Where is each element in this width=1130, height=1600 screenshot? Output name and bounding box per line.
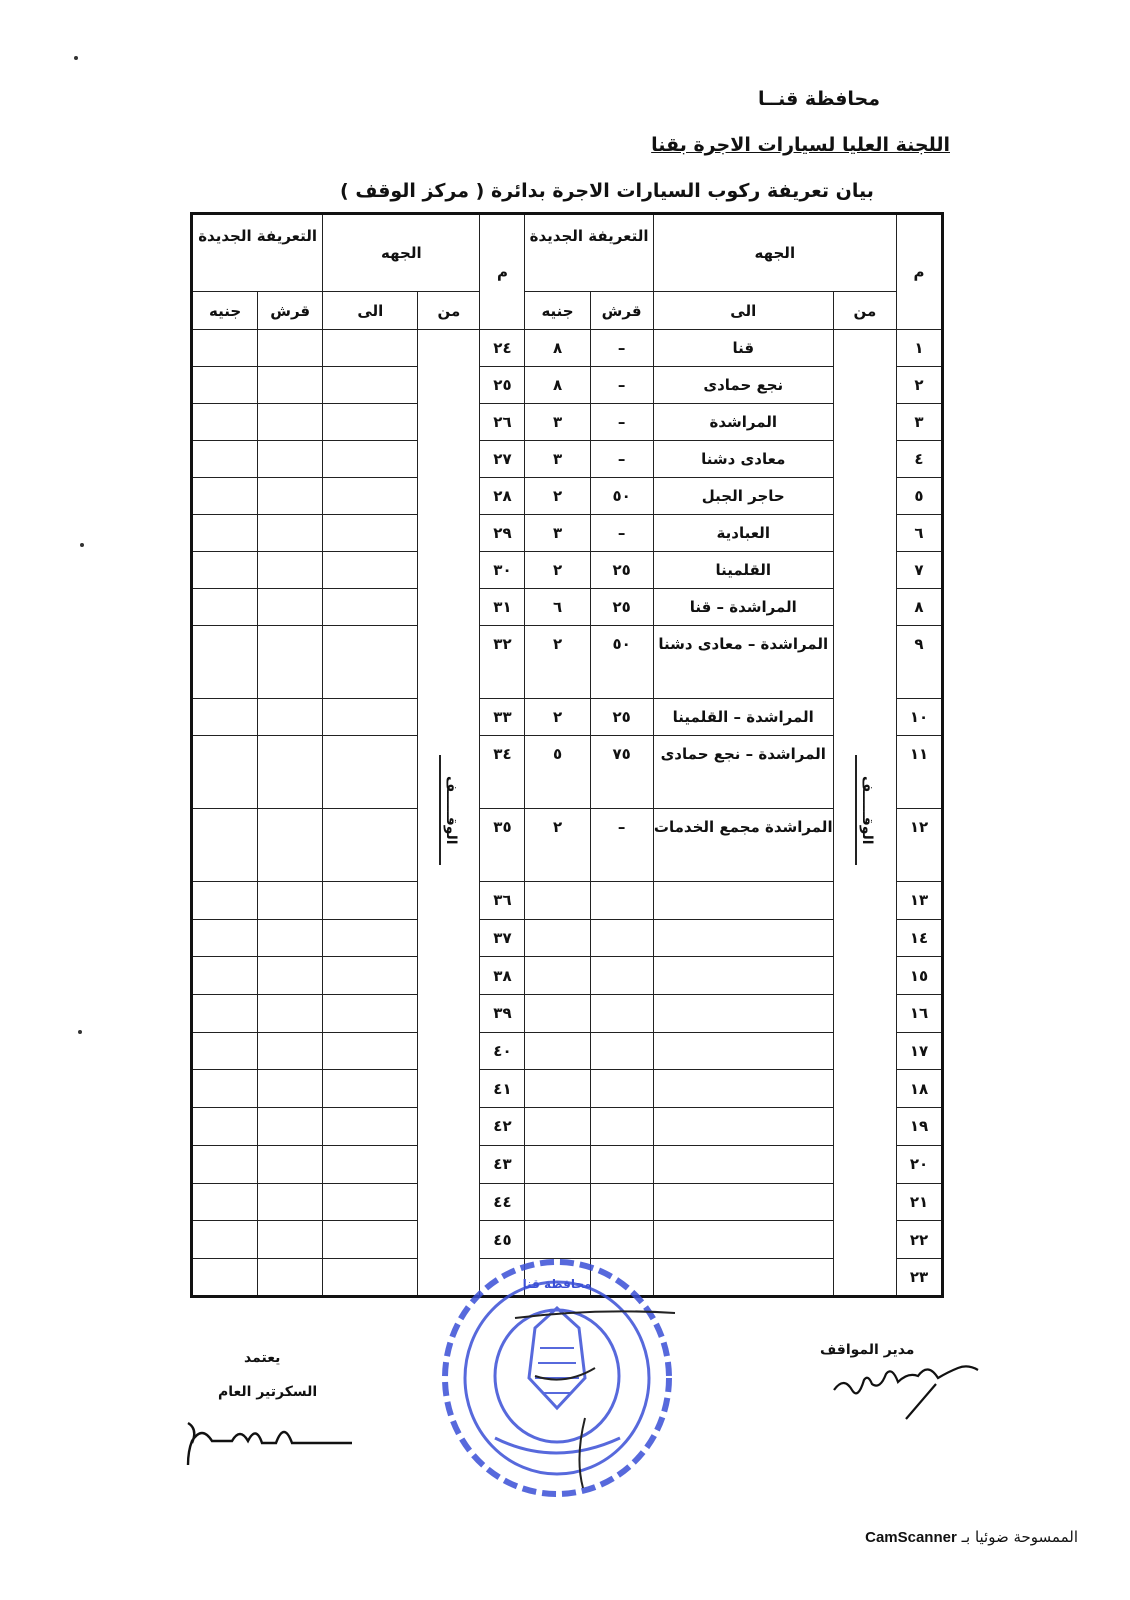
destination: نجع حمادى bbox=[653, 367, 833, 404]
destination-2 bbox=[323, 626, 418, 699]
row-index: ٤ bbox=[896, 441, 942, 478]
destination: القلمينا bbox=[653, 552, 833, 589]
destination-2 bbox=[323, 589, 418, 626]
fare-piasters: ٢٥ bbox=[590, 699, 653, 736]
fare-pounds: ٢ bbox=[525, 699, 590, 736]
destination bbox=[653, 1108, 833, 1146]
fare-pounds bbox=[525, 1221, 590, 1259]
fare-piasters-2 bbox=[258, 1145, 323, 1183]
table-row bbox=[192, 1108, 943, 1146]
table-row bbox=[192, 1070, 943, 1108]
row-index: ١٠ bbox=[896, 699, 942, 736]
destination-2 bbox=[323, 1032, 418, 1070]
scan-speck bbox=[78, 1030, 82, 1034]
row-index: ١٢ bbox=[896, 809, 942, 882]
row-index-2: ٤٢ bbox=[480, 1108, 525, 1146]
row-index: ٢١ bbox=[896, 1183, 942, 1221]
header-from: من bbox=[833, 292, 896, 330]
header-new-fare: التعريفة الجديدة bbox=[525, 214, 653, 292]
fare-pounds: ٢ bbox=[525, 478, 590, 515]
destination bbox=[653, 995, 833, 1033]
destination-2 bbox=[323, 1183, 418, 1221]
destination bbox=[653, 1032, 833, 1070]
fare-piasters: ٧٥ bbox=[590, 736, 653, 809]
row-index-2: ٣٤ bbox=[480, 736, 525, 809]
fare-piasters: – bbox=[590, 330, 653, 367]
fare-piasters-2 bbox=[258, 699, 323, 736]
fare-pounds: ٢ bbox=[525, 809, 590, 882]
left-signatory-title: السكرتير العام bbox=[218, 1384, 318, 1400]
header-pounds: جنيه bbox=[525, 292, 590, 330]
destination-2 bbox=[323, 367, 418, 404]
title-prefix: بيان تعريفة ركوب السيارات الاجرة بدائرة ( bbox=[475, 180, 874, 202]
table-row bbox=[192, 919, 943, 957]
destination-2 bbox=[323, 478, 418, 515]
destination-2 bbox=[323, 1221, 418, 1259]
table-row bbox=[192, 736, 943, 809]
row-index: ٢٠ bbox=[896, 1145, 942, 1183]
fare-pounds-2 bbox=[192, 515, 258, 552]
fare-pounds-2 bbox=[192, 1258, 258, 1296]
fare-pounds: ٦ bbox=[525, 589, 590, 626]
fare-pounds bbox=[525, 1145, 590, 1183]
fare-piasters: – bbox=[590, 404, 653, 441]
fare-piasters: – bbox=[590, 809, 653, 882]
destination: المراشدة – نجع حمادى bbox=[653, 736, 833, 809]
row-index: ١٦ bbox=[896, 995, 942, 1033]
row-index-2: ٣١ bbox=[480, 589, 525, 626]
fare-pounds-2 bbox=[192, 1108, 258, 1146]
fare-piasters: ٢٥ bbox=[590, 589, 653, 626]
destination-2 bbox=[323, 882, 418, 920]
fare-pounds-2 bbox=[192, 1070, 258, 1108]
fare-piasters: ٢٥ bbox=[590, 552, 653, 589]
fare-pounds bbox=[525, 919, 590, 957]
table-row bbox=[192, 699, 943, 736]
row-index-2: ٢٧ bbox=[480, 441, 525, 478]
row-index-2: ٢٥ bbox=[480, 367, 525, 404]
header-from-2: من bbox=[418, 292, 480, 330]
fare-pounds: ٣ bbox=[525, 515, 590, 552]
fare-pounds: ٣ bbox=[525, 404, 590, 441]
fare-piasters-2 bbox=[258, 478, 323, 515]
destination: المراشدة – قنا bbox=[653, 589, 833, 626]
fare-pounds bbox=[525, 1032, 590, 1070]
row-index-2: ٣٣ bbox=[480, 699, 525, 736]
fare-piasters bbox=[590, 1183, 653, 1221]
fare-pounds-2 bbox=[192, 1145, 258, 1183]
row-index-2: ٢٩ bbox=[480, 515, 525, 552]
destination-2 bbox=[323, 957, 418, 995]
fare-piasters-2 bbox=[258, 1258, 323, 1296]
row-index-2: ٢٨ bbox=[480, 478, 525, 515]
fare-piasters: ٥٠ bbox=[590, 478, 653, 515]
footer-prefix: الممسوحة ضوئيا بـ bbox=[961, 1528, 1078, 1546]
fare-piasters bbox=[590, 957, 653, 995]
row-index-2: ٤١ bbox=[480, 1070, 525, 1108]
fare-piasters-2 bbox=[258, 1070, 323, 1108]
from-label-2: الوقـــــف bbox=[439, 755, 459, 865]
fare-pounds-2 bbox=[192, 809, 258, 882]
destination-2 bbox=[323, 1108, 418, 1146]
fare-pounds-2 bbox=[192, 330, 258, 367]
row-index-2: ٣٢ bbox=[480, 626, 525, 699]
table-row bbox=[192, 957, 943, 995]
fare-piasters-2 bbox=[258, 882, 323, 920]
footer-brand: CamScanner bbox=[865, 1529, 957, 1546]
fare-pounds bbox=[525, 995, 590, 1033]
row-index: ١١ bbox=[896, 736, 942, 809]
row-index: ٣ bbox=[896, 404, 942, 441]
header-piasters-2: قرش bbox=[258, 292, 323, 330]
fare-pounds: ٨ bbox=[525, 330, 590, 367]
table-row bbox=[192, 626, 943, 699]
fare-pounds-2 bbox=[192, 736, 258, 809]
fare-piasters-2 bbox=[258, 404, 323, 441]
destination: المراشدة – معادى دشنا bbox=[653, 626, 833, 699]
table-row bbox=[192, 441, 943, 478]
fare-pounds-2 bbox=[192, 919, 258, 957]
from-cell-2 bbox=[418, 330, 480, 1297]
destination-2 bbox=[323, 995, 418, 1033]
fare-piasters bbox=[590, 1032, 653, 1070]
fare-pounds-2 bbox=[192, 1221, 258, 1259]
fare-piasters-2 bbox=[258, 957, 323, 995]
right-signature bbox=[826, 1362, 986, 1422]
destination bbox=[653, 1070, 833, 1108]
fare-piasters-2 bbox=[258, 515, 323, 552]
destination: العبادية bbox=[653, 515, 833, 552]
fare-piasters-2 bbox=[258, 441, 323, 478]
fare-piasters-2 bbox=[258, 626, 323, 699]
row-index-2: ٢٦ bbox=[480, 404, 525, 441]
header-direction: الجهه bbox=[653, 214, 896, 292]
destination bbox=[653, 1221, 833, 1259]
fare-pounds-2 bbox=[192, 367, 258, 404]
header-index: م bbox=[896, 214, 942, 330]
governorate-heading: محافظة قنــا bbox=[758, 88, 880, 110]
fare-piasters-2 bbox=[258, 995, 323, 1033]
row-index-2: ٣٧ bbox=[480, 919, 525, 957]
fare-piasters bbox=[590, 1221, 653, 1259]
header-direction-2: الجهه bbox=[323, 214, 480, 292]
table-row bbox=[192, 478, 943, 515]
destination: المراشدة – القلمينا bbox=[653, 699, 833, 736]
right-signatory-title: مدير المواقف bbox=[820, 1342, 915, 1358]
destination: المراشدة bbox=[653, 404, 833, 441]
row-index: ٢٢ bbox=[896, 1221, 942, 1259]
fare-pounds: ٥ bbox=[525, 736, 590, 809]
row-index-2: ٣٠ bbox=[480, 552, 525, 589]
fare-piasters: ٥٠ bbox=[590, 626, 653, 699]
row-index: ٩ bbox=[896, 626, 942, 699]
table-row bbox=[192, 1145, 943, 1183]
fare-pounds-2 bbox=[192, 626, 258, 699]
row-index-2: ٢٤ bbox=[480, 330, 525, 367]
fare-pounds-2 bbox=[192, 882, 258, 920]
fare-piasters-2 bbox=[258, 1032, 323, 1070]
row-index: ٦ bbox=[896, 515, 942, 552]
destination-2 bbox=[323, 441, 418, 478]
table-row bbox=[192, 882, 943, 920]
from-cell bbox=[833, 330, 896, 1297]
row-index: ١٨ bbox=[896, 1070, 942, 1108]
fare-piasters bbox=[590, 919, 653, 957]
title-suffix: ) bbox=[340, 180, 349, 202]
table-row bbox=[192, 330, 943, 367]
scanner-footer bbox=[865, 1528, 1078, 1546]
left-signature bbox=[180, 1405, 360, 1465]
table-row bbox=[192, 809, 943, 882]
fare-piasters bbox=[590, 1108, 653, 1146]
destination-2 bbox=[323, 736, 418, 809]
fare-pounds bbox=[525, 1183, 590, 1221]
fare-pounds-2 bbox=[192, 404, 258, 441]
fare-pounds-2 bbox=[192, 1183, 258, 1221]
fare-pounds: ٢ bbox=[525, 626, 590, 699]
row-index: ١٣ bbox=[896, 882, 942, 920]
table-row bbox=[192, 515, 943, 552]
fare-pounds-2 bbox=[192, 589, 258, 626]
row-index-2: ٣٥ bbox=[480, 809, 525, 882]
fare-pounds-2 bbox=[192, 1032, 258, 1070]
table-row bbox=[192, 552, 943, 589]
header-to-2: الى bbox=[323, 292, 418, 330]
destination-2 bbox=[323, 1145, 418, 1183]
fare-pounds bbox=[525, 1070, 590, 1108]
fare-piasters: – bbox=[590, 441, 653, 478]
destination-2 bbox=[323, 919, 418, 957]
fare-pounds-2 bbox=[192, 478, 258, 515]
row-index: ١ bbox=[896, 330, 942, 367]
scan-speck bbox=[74, 56, 78, 60]
destination-2 bbox=[323, 404, 418, 441]
from-label: الوقـــــف bbox=[855, 755, 875, 865]
row-index-2: ٤٤ bbox=[480, 1183, 525, 1221]
row-index: ١٩ bbox=[896, 1108, 942, 1146]
fare-piasters-2 bbox=[258, 552, 323, 589]
fare-pounds: ٢ bbox=[525, 552, 590, 589]
fare-piasters bbox=[590, 1070, 653, 1108]
destination: معادى دشنا bbox=[653, 441, 833, 478]
row-index-2: ٣٨ bbox=[480, 957, 525, 995]
destination-2 bbox=[323, 330, 418, 367]
fare-pounds-2 bbox=[192, 995, 258, 1033]
destination: المراشدة مجمع الخدمات bbox=[653, 809, 833, 882]
row-index: ١٤ bbox=[896, 919, 942, 957]
fare-piasters-2 bbox=[258, 589, 323, 626]
header-pounds-2: جنيه bbox=[192, 292, 258, 330]
table-row bbox=[192, 1032, 943, 1070]
table-row bbox=[192, 367, 943, 404]
row-index: ٥ bbox=[896, 478, 942, 515]
destination-2 bbox=[323, 809, 418, 882]
table-row bbox=[192, 404, 943, 441]
fare-pounds-2 bbox=[192, 957, 258, 995]
destination bbox=[653, 957, 833, 995]
destination bbox=[653, 882, 833, 920]
official-stamp bbox=[435, 1258, 685, 1498]
document-title bbox=[340, 180, 874, 202]
fare-piasters bbox=[590, 882, 653, 920]
fare-piasters-2 bbox=[258, 330, 323, 367]
scan-speck bbox=[80, 543, 84, 547]
header-new-fare-2: التعريفة الجديدة bbox=[192, 214, 323, 292]
fare-pounds-2 bbox=[192, 441, 258, 478]
committee-heading: اللجنة العليا لسيارات الاجرة بقنا bbox=[651, 134, 950, 156]
destination bbox=[653, 1145, 833, 1183]
row-index: ٧ bbox=[896, 552, 942, 589]
header-piasters: قرش bbox=[590, 292, 653, 330]
fare-pounds bbox=[525, 1108, 590, 1146]
destination bbox=[653, 1183, 833, 1221]
row-index-2: ٣٩ bbox=[480, 995, 525, 1033]
destination-2 bbox=[323, 552, 418, 589]
fare-pounds-2 bbox=[192, 699, 258, 736]
fare-piasters-2 bbox=[258, 919, 323, 957]
row-index: ١٧ bbox=[896, 1032, 942, 1070]
fare-pounds-2 bbox=[192, 552, 258, 589]
approve-label: يعتمد bbox=[244, 1350, 281, 1366]
fare-pounds: ٣ bbox=[525, 441, 590, 478]
table-row bbox=[192, 589, 943, 626]
fare-piasters-2 bbox=[258, 1183, 323, 1221]
fare-piasters-2 bbox=[258, 1108, 323, 1146]
row-index: ٢ bbox=[896, 367, 942, 404]
fare-piasters bbox=[590, 995, 653, 1033]
fare-piasters: – bbox=[590, 367, 653, 404]
destination bbox=[653, 919, 833, 957]
fare-pounds bbox=[525, 882, 590, 920]
table-row bbox=[192, 1183, 943, 1221]
destination-2 bbox=[323, 1070, 418, 1108]
fare-piasters-2 bbox=[258, 367, 323, 404]
header-index-2: م bbox=[480, 214, 525, 330]
row-index-2: ٣٦ bbox=[480, 882, 525, 920]
destination-2 bbox=[323, 515, 418, 552]
header-to: الى bbox=[653, 292, 833, 330]
destination-2 bbox=[323, 699, 418, 736]
fare-piasters-2 bbox=[258, 1221, 323, 1259]
row-index-2: ٤٣ bbox=[480, 1145, 525, 1183]
fare-pounds: ٨ bbox=[525, 367, 590, 404]
row-index-2: ٤٥ bbox=[480, 1221, 525, 1259]
title-center: مركز الوقف bbox=[355, 180, 470, 202]
destination: قنا bbox=[653, 330, 833, 367]
stamp-text: محافظة قنا bbox=[522, 1277, 592, 1291]
table-row bbox=[192, 1221, 943, 1259]
row-index: ٨ bbox=[896, 589, 942, 626]
fare-piasters: – bbox=[590, 515, 653, 552]
fare-piasters-2 bbox=[258, 809, 323, 882]
fare-table bbox=[190, 212, 944, 1298]
table-row bbox=[192, 995, 943, 1033]
fare-piasters bbox=[590, 1145, 653, 1183]
destination: حاجر الجبل bbox=[653, 478, 833, 515]
row-index-2: ٤٠ bbox=[480, 1032, 525, 1070]
destination-2 bbox=[323, 1258, 418, 1296]
fare-pounds bbox=[525, 957, 590, 995]
row-index: ١٥ bbox=[896, 957, 942, 995]
row-index: ٢٣ bbox=[896, 1258, 942, 1296]
fare-piasters-2 bbox=[258, 736, 323, 809]
